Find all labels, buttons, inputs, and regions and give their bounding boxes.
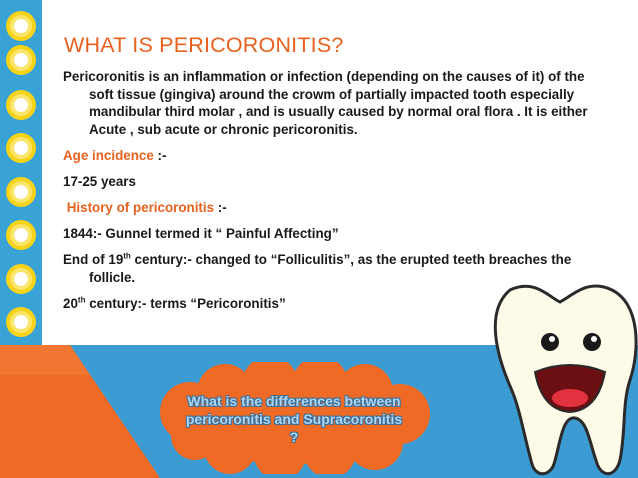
- slide-title: WHAT IS PERICORONITIS?: [64, 33, 344, 57]
- sun-flower-icon: [4, 305, 38, 339]
- history-1844: 1844:- Gunnel termed it “ Painful Affecting”: [63, 226, 339, 242]
- callout-question: What is the differences between pericoronitis and Supracoronitis ?: [185, 393, 403, 445]
- tooth-mascot-icon: [480, 280, 638, 478]
- age-incidence-label: Age incidence: [63, 147, 154, 163]
- sun-flower-icon: [4, 218, 38, 252]
- c20-text: century:- terms “Pericoronitis”: [85, 295, 286, 311]
- age-incidence-separator: :-: [153, 147, 167, 163]
- history-label: History of pericoronitis: [66, 200, 215, 216]
- history-heading: [63, 199, 588, 217]
- sun-flower-icon: [4, 262, 38, 296]
- sun-flower-icon: [4, 43, 38, 77]
- end19-text: century:- changed to “Folliculitis”, as the erupted teeth breaches the follicle.: [89, 252, 572, 285]
- decorative-flower-strip: [0, 0, 42, 345]
- history-separator: :-: [214, 200, 227, 216]
- sun-flower-icon: [4, 88, 38, 122]
- end19-prefix: End of 19: [63, 252, 124, 268]
- c20-superscript: th: [77, 295, 86, 305]
- c20-prefix: 20: [63, 295, 78, 311]
- age-range: 17-25 years: [63, 173, 136, 189]
- slide-body: [63, 68, 588, 313]
- sun-flower-icon: [4, 175, 38, 209]
- definition-paragraph: Pericoronitis is an inflammation or infection (depending on the causes of it) of the soft tissue (gingiva) around the crowm of partially impacted tooth especially mandibular third molar , and is usually caused by normal oral flora . It is either Acute , sub acute or chronic pericoronitis.: [63, 69, 588, 137]
- age-incidence-heading: [63, 147, 588, 165]
- sun-flower-icon: [4, 9, 38, 43]
- end19-superscript: th: [123, 251, 131, 261]
- sun-flower-icon: [4, 131, 38, 165]
